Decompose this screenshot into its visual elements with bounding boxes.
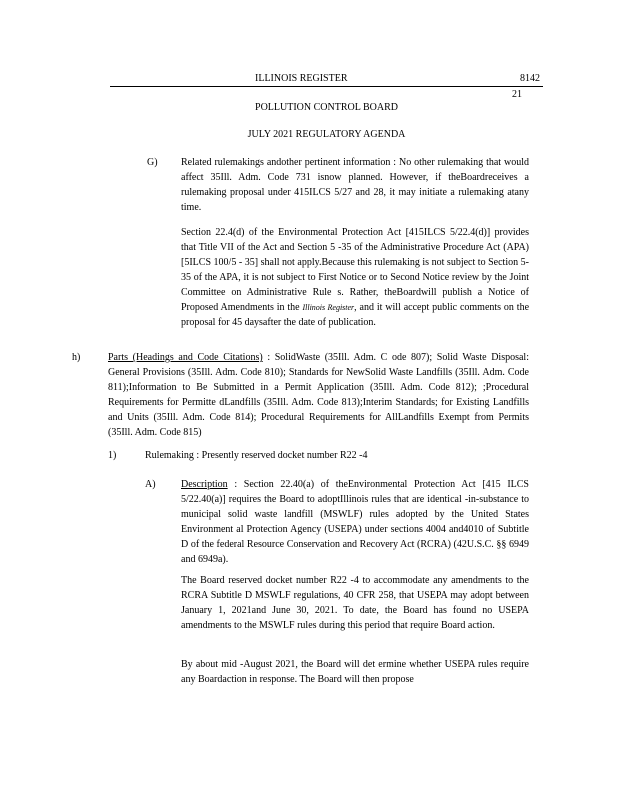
item-a-para1-text: : Section 22.40(a) of theEnvironmental Protection Act [415 ILCS 5/22.40(a)] requires the Board to adoptIllinois rules that are identical -in-substance to municipal solid waste landfill (MSWLF) rules adopted by the United States Environment al Protection Agency (USEPA) under sections 4004 and4010 of Subtitle D of the federal Resource Conservation and Recovery Act (RCRA) (42U.S.C. §§ 6949 and 6949a). <box>181 479 529 565</box>
agency-title: POLLUTION CONTROL BOARD <box>255 102 398 113</box>
section-h-label: h) <box>72 352 81 363</box>
agenda-title: JULY 2021 REGULATORY AGENDA <box>247 129 406 140</box>
register-title: ILLINOIS REGISTER <box>255 73 348 84</box>
section-g-para2-b: , and it will accept public comments on the proposal for 45 daysafter the date of publication. <box>181 302 530 328</box>
illinois-register-italic: Illinois Register <box>302 303 355 312</box>
section-g-para1: Related rulemakings andother pertinent information : No other rulemaking that would affect 35Ill. Adm. Code 731 isnow planned. However, if theBoardreceives a rulemaking proposal under 415ILCS 5/27 and 28, it may initiate a rulemaking atany time. <box>181 157 529 213</box>
section-g-para2 <box>181 225 529 330</box>
item-a-para3: By about mid -August 2021, the Board will det ermine whether USEPA rules require any Boardaction in response. The Board will then propose <box>181 659 529 685</box>
description-heading: Description <box>181 479 228 490</box>
item-1-text: Rulemaking : Presently reserved docket number R22 -4 <box>145 450 368 461</box>
section-h-text: : SolidWaste (35Ill. Adm. C ode 807); Solid Waste Disposal: General Provisions (35Ill. Adm. Code 810); Standards for NewSolid Waste Landfills (35Ill. Adm. Code 811);Information to Be Submitted in a Permit Application (35Ill. Adm. Code 812); ;Procedural Requirements for Permitte dLandfills (35Ill. Adm. Code 813);Interim Standards; for Existing Landfills and Units (35Ill. Adm. Code 814); Procedural Requirements for AllLandfills Exempt from Permits (35Ill. Adm. Code 815) <box>108 352 529 438</box>
item-a-para2: The Board reserved docket number R22 -4 to accommodate any amendments to the RCRA Subtitle D MSWLF regulations, 40 CFR 258, that USEPA may adopt between January 1, 2021and June 30, 2021. To date, the Board has found no USEPA amendments to the MSWLF rules during this period that require Board action. <box>181 575 529 631</box>
section-h-para <box>108 350 529 440</box>
item-1-label: 1) <box>108 450 117 461</box>
section-h-heading: Parts (Headings and Code Citations) <box>108 352 263 363</box>
page-header <box>110 70 543 87</box>
page-number: 8142 <box>520 73 540 84</box>
section-g-para2-a: Section 22.4(d) of the Environmental Protection Act [415ILCS 5/22.4(d)] provides that Title VII of the Act and Section 5 -35 of the Administrative Procedure Act (APA) [5ILCS 100/5 - 35] shall not apply.Because this rulemaking is not subject to Section 5-35 of the APA, it is not subject to First Notice or to Second Notice review by the Joint Committee on Administrative Rule s. Rather, theBoardwill publish a Notice of Proposed Amendments in the <box>181 227 529 313</box>
item-a-para1 <box>181 477 529 567</box>
section-g-label: G) <box>147 157 158 168</box>
item-a-label: A) <box>145 479 156 490</box>
page-number-sub: 21 <box>512 89 522 100</box>
